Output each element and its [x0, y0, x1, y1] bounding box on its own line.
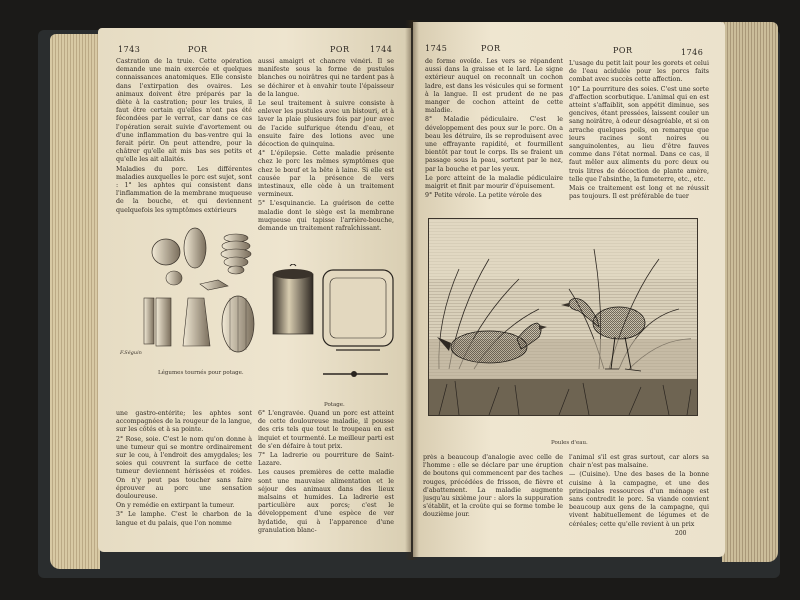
paragraph: 7° La ladrerie ou pourriture de Saint-Lazare.	[258, 452, 394, 468]
paragraph: près a beaucoup d'analogie avec celle de l'homme : elle se déclare par une éruption de boutons qui commencent par des taches rouges, précédées de frisson, de fièvre et d'abattement. La maladie augmente jusqu'au sixième jour : alors la suppuration s'établit, et la croûte qui se forme tombe le douzième jour.	[423, 454, 563, 519]
right-col2-bottom	[569, 454, 709, 528]
paragraph: Maladies du porc. Les différentes maladies auxquelles le porc est sujet, sont : 1° les aphtes qui consistent dans l'inflammation de la membrane muqueuse de la bouche, et qui deviennent quelquefois les symptômes extérieurs	[116, 165, 252, 214]
paragraph: aussi amaigri et chancre vénéri. Il se manifeste sous la forme de pustules blanches ou noirâtres qui ne tardent pas à se déchirer et à envahir toute l'épaisseur de la langue.	[258, 58, 394, 98]
paragraph: Le porc atteint de la maladie pédiculaire maigrit et finit par mourir d'épuisement.	[425, 174, 563, 191]
footer-page-number: 200	[675, 530, 687, 537]
left-col2-bottom	[258, 410, 394, 544]
right-running-head-b: POR	[613, 46, 633, 55]
vegetables-illustration	[138, 216, 263, 356]
paragraph: On y remédie en extirpant la tumeur.	[116, 502, 235, 510]
paragraph: de forme ovoïde. Les vers se répandent aussi dans la graisse et le lard. Le signe extérieur auquel on reconnaît un cochon ladre, est dans les vésicules qui se forment à la langue. Il est prudent de ne pas manger de cochon atteint de cette maladie.	[425, 58, 563, 115]
water-hens-drawing	[429, 219, 697, 415]
paragraph: 5° L'esquinancie. La guérison de cette maladie dont le siège est la membrane muqueuse qui tapisse l'arrière-bouche, demande un traitement rafraîchissant.	[258, 200, 394, 233]
right-col2-top	[569, 60, 709, 220]
paragraph: Les causes premières de cette maladie sont une mauvaise alimentation et le séjour des animaux dans des lieux malsains et humides. La ladrerie est particulière aux porcs; c'est le développement d'une espèce de ver hydatide, qui à l'apparence d'une granulation blanc-	[258, 469, 394, 534]
potage-apparatus-illustration	[268, 264, 408, 389]
caption-vegetables: Légumes tournés pour potage.	[158, 370, 244, 376]
paragraph: Le seul traitement à suivre consiste à enlever les pustules avec un bistouri, et à laver la plaie plusieurs fois par jour avec de l'acide sulfurique étendu d'eau, et ensuite faire des lotions avec une décoction de quinquina.	[258, 100, 394, 149]
right-running-head-a: POR	[481, 44, 501, 53]
left-col1-bottom	[116, 410, 252, 544]
left-page	[98, 28, 411, 552]
left-col1-top	[116, 58, 252, 230]
left-running-head-b: POR	[330, 45, 350, 54]
paragraph: 4° L'épilepsie. Cette maladie présente chez le porc les mêmes symptômes que chez le bœuf et la bête à laine. Si elle est causée par la présence de vers intestinaux, elle cède à un traitement vermineux.	[258, 150, 394, 199]
paragraph: 9° Petite vérole. La petite vérole des	[425, 192, 542, 200]
right-page-edges	[722, 22, 778, 562]
left-page-number-b: 1744	[370, 45, 393, 54]
paragraph: L'usage du petit lait pour les gorets et celui de l'eau acidulée pour les porcs faits combat avec succès cette affection.	[569, 60, 709, 84]
left-running-head-a: POR	[188, 45, 208, 54]
water-hens-engraving	[428, 218, 698, 416]
caption-potage: Potage.	[324, 402, 345, 408]
right-page-number-a: 1745	[425, 44, 448, 53]
paragraph: — (Cuisine). Une des bases de la bonne cuisine à la campagne, et une des principales ressources d'un ménage est sans contredit le porc. Sa viande convient beaucoup aux gens de la campagne, qui vivent habituellement de légumes et de céréales; cette qu'elle revient à un prix	[569, 471, 709, 528]
paragraph: Castration de la truie. Cette opération demande une main exercée et quelques connaissances anatomiques. Elle consiste dans l'extirpation des ovaires. Les animaux doivent être préparés par la diète à la castration; pour les truies, il faut être certain qu'elles n'ont pas été fécondées par le verrat, car dans ce cas l'opération serait suivie d'avortement ou d'une inflammation du bas-ventre qui la ferait périr. On peut attendre, pour la châtrer qu'elle ait mis bas ses petits et qu'elle les ait allaités.	[116, 58, 252, 164]
paragraph: Mais ce traitement est long et ne réussit pas toujours. Il est préférable de tuer	[569, 185, 709, 201]
paragraph: l'animal s'il est gras surtout, car alors sa chair n'est pas malsaine.	[569, 454, 709, 470]
right-col1-top	[425, 58, 563, 218]
left-page-number-a: 1743	[118, 45, 141, 54]
left-col2-top	[258, 58, 394, 258]
book-gutter	[405, 20, 419, 560]
caption-engraving: Poules d'eau.	[551, 440, 588, 446]
left-page-edges	[50, 34, 100, 569]
paragraph: 6° L'engravée. Quand un porc est atteint de cette douloureuse maladie, il pousse des cris tels que tout le troupeau en est inquiet et tourmenté. Le meilleur parti est de s'en défaire à tout prix.	[258, 410, 394, 450]
paragraph: 8° Maladie pédiculaire. C'est le développement des poux sur le porc. On a beau les détruire, ils se reproduisent avec une effrayante rapidité, et fourmillent bientôt par tout le corps. Ils se fraient un passage sous la peau, sortent par le nez, par la bouche et par les yeux.	[425, 116, 563, 173]
engraver-signature: F.Séguin	[120, 350, 142, 356]
paragraph: 10° La pourriture des soies. C'est une sorte d'affection scorbutique. L'animal qui en est atteint s'affaiblit, son appétit diminue, ses gencives, étant pressées, laissent couler un sang noirâtre, à odeur désagréable, et si on arrache quelques poils, on remarque que leurs racines sont noires ou sanguinolentes, au lieu d'être fauves comme dans l'état normal. Dans ce cas, il faut mêler aux aliments du porc deux ou trois litres de décoction de plante amère, telle que l'absinthe, la fumeterre, etc., etc.	[569, 85, 709, 183]
right-col1-bottom	[423, 454, 563, 550]
paragraph: 2° Rose, soie. C'est le nom qu'on donne à une tumeur qui se montre ordinairement sur le cou, à l'endroit des amygdales; les soies qui couvrent la surface de cette tumeur deviennent hérissées et roides. On n'y peut pas toucher sans faire éprouver au porc une sensation douloureuse.	[116, 435, 252, 501]
paragraph: une gastro-entérite; les aphtes sont accompagnées de la rougeur de la langue, sur les côtés et à sa pointe.	[116, 410, 252, 434]
paragraph: 3° Le lamphe. C'est le charbon de la langue et du palais, que l'on nomme	[116, 511, 252, 527]
right-page-number-b: 1746	[681, 48, 704, 57]
